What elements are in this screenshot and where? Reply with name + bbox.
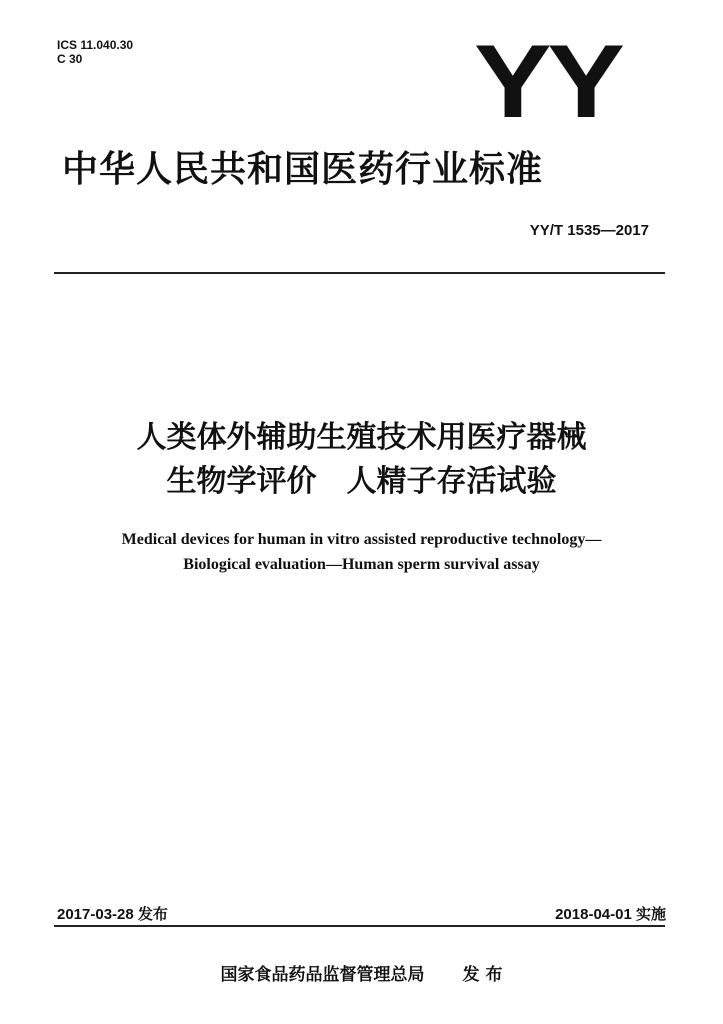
yy-logo: YY (474, 24, 621, 140)
title-en-line2: Biological evaluation—Human sperm survival assay (183, 556, 540, 573)
ics-code: ICS 11.040.30 (57, 38, 134, 52)
title-zh-line2: 生物学评价 人精子存活试验 (166, 464, 557, 499)
title-zh-line1: 人类体外辅助生殖技术用医疗器械 (136, 420, 587, 455)
standard-number: YY/T 1535—2017 (529, 222, 649, 239)
classification-codes (57, 38, 133, 66)
standard-category-title: 中华人民共和国医药行业标准 (62, 149, 544, 190)
issuer-line (0, 960, 723, 985)
header-divider (54, 272, 665, 274)
footer-divider (54, 925, 665, 927)
issuer-name: 国家食品药品监督管理总局 (220, 965, 425, 985)
issue-date: 2017-03-28 发布 (57, 906, 168, 923)
ccs-code: C 30 (57, 52, 83, 66)
implement-date: 2018-04-01 实施 (555, 906, 666, 923)
title-en-line1: Medical devices for human in vitro assisted reproductive technology— (121, 531, 602, 548)
issuer-action: 发 布 (462, 965, 503, 985)
